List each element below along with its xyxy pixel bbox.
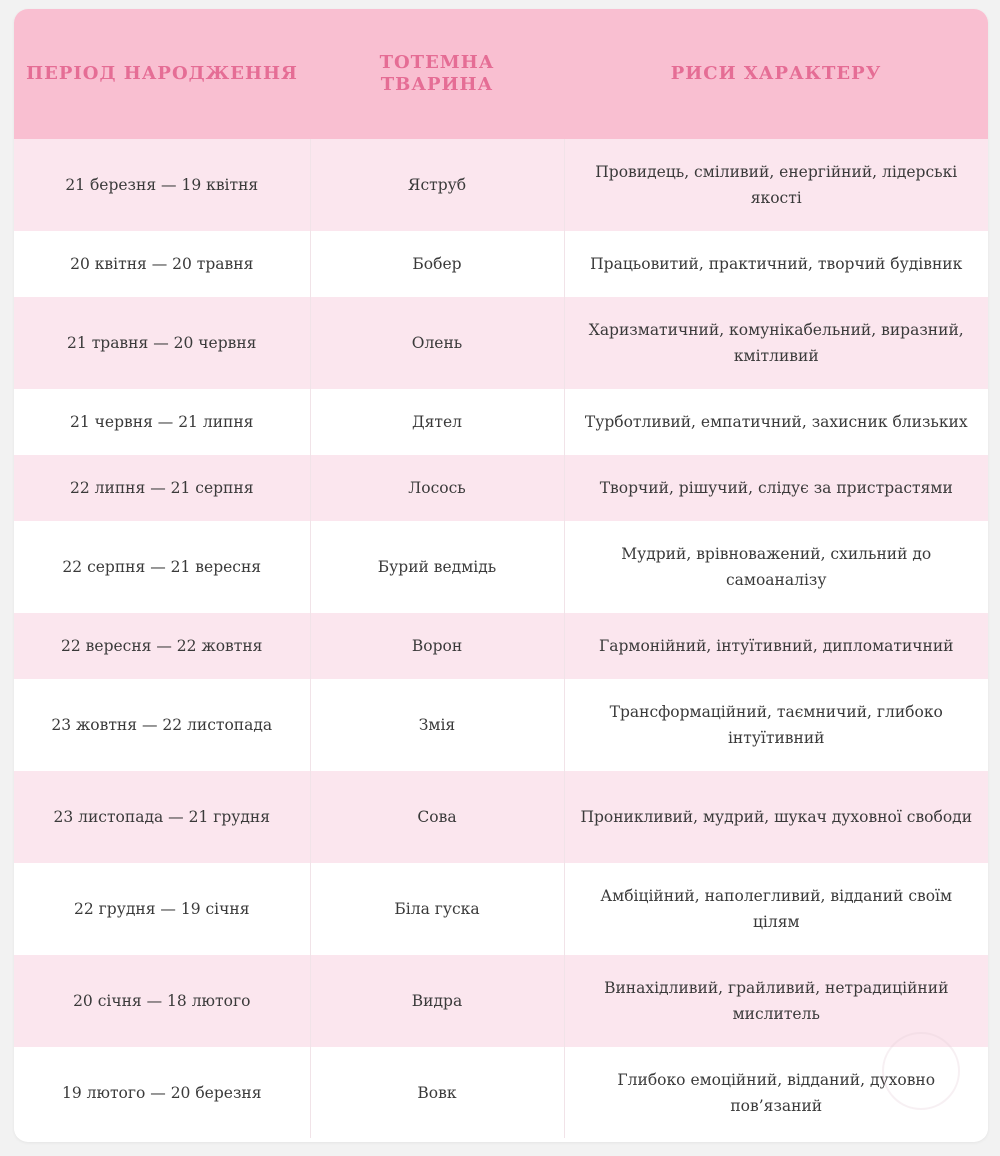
cell-traits: Трансформаційний, таємничий, глибоко інтуїтивний [609, 703, 943, 747]
table-row [14, 521, 988, 613]
cell-period: 22 вересня — 22 жовтня [14, 613, 310, 679]
cell-animal: Бурий ведмідь [310, 521, 564, 613]
cell-animal: Біла гуска [310, 863, 564, 955]
cell-traits: Харизматичний, комунікабельний, виразний, кмітливий [588, 321, 964, 365]
header-period: ПЕРІОД НАРОДЖЕННЯ [26, 63, 298, 84]
cell-period: 21 березня — 19 квітня [14, 139, 310, 231]
cell-animal: Сова [310, 771, 564, 863]
cell-period: 22 липня — 21 серпня [14, 455, 310, 521]
watermark-logo [882, 1032, 960, 1110]
cell-period: 22 серпня — 21 вересня [14, 521, 310, 613]
cell-traits: Гармонійний, інтуїтивний, дипломатичний [598, 637, 954, 655]
cell-traits: Глибоко емоційний, відданий, духовно пов’язаний [617, 1070, 936, 1115]
header-row [14, 9, 988, 139]
table-row [14, 139, 988, 231]
cell-traits: Творчий, рішучий, слідує за пристрастями [599, 479, 953, 497]
table-row [14, 613, 988, 679]
cell-traits: Працьовитий, практичний, творчий будівник [590, 255, 963, 273]
cell-animal: Ворон [310, 613, 564, 679]
table-row [14, 679, 988, 771]
table-row [14, 231, 988, 297]
table-row [14, 297, 988, 389]
header-traits: РИСИ ХАРАКТЕРУ [670, 63, 882, 84]
table-row [14, 455, 988, 521]
cell-period: 21 травня — 20 червня [14, 297, 310, 389]
cell-period: 20 січня — 18 лютого [14, 955, 310, 1047]
cell-traits: Амбіційний, наполегливий, відданий своїм цілям [600, 887, 953, 931]
cell-animal: Видра [310, 955, 564, 1047]
cell-traits: Мудрий, врівноважений, схильний до самоаналізу [621, 545, 932, 589]
cell-traits: Проникливий, мудрий, шукач духовної свободи [580, 808, 973, 826]
table-row [14, 863, 988, 955]
cell-animal: Олень [310, 297, 564, 389]
cell-period: 19 лютого — 20 березня [14, 1047, 310, 1138]
cell-traits: Провидець, сміливий, енергійний, лідерські якості [595, 163, 958, 207]
cell-period: 22 грудня — 19 січня [14, 863, 310, 955]
table-row [14, 771, 988, 863]
cell-animal: Лосось [310, 455, 564, 521]
totem-animals-table [14, 9, 988, 1138]
zodiac-table-card [14, 9, 988, 1142]
cell-period: 23 листопада — 21 грудня [14, 771, 310, 863]
table-body [14, 139, 988, 1138]
cell-animal: Змія [310, 679, 564, 771]
table-row [14, 389, 988, 455]
table-header [14, 9, 988, 139]
cell-period: 20 квітня — 20 травня [14, 231, 310, 297]
cell-animal: Дятел [310, 389, 564, 455]
cell-traits: Винахідливий, грайливий, нетрадиційний мислитель [604, 979, 949, 1023]
cell-traits: Турботливий, емпатичний, захисник близьких [584, 413, 968, 431]
cell-period: 21 червня — 21 липня [14, 389, 310, 455]
table-row [14, 955, 988, 1047]
header-totem: ТОТЕМНА ТВАРИНА [379, 52, 495, 95]
cell-animal: Вовк [310, 1047, 564, 1138]
table-row [14, 1047, 988, 1138]
cell-period: 23 жовтня — 22 листопада [14, 679, 310, 771]
cell-animal: Яструб [310, 139, 564, 231]
cell-animal: Бобер [310, 231, 564, 297]
